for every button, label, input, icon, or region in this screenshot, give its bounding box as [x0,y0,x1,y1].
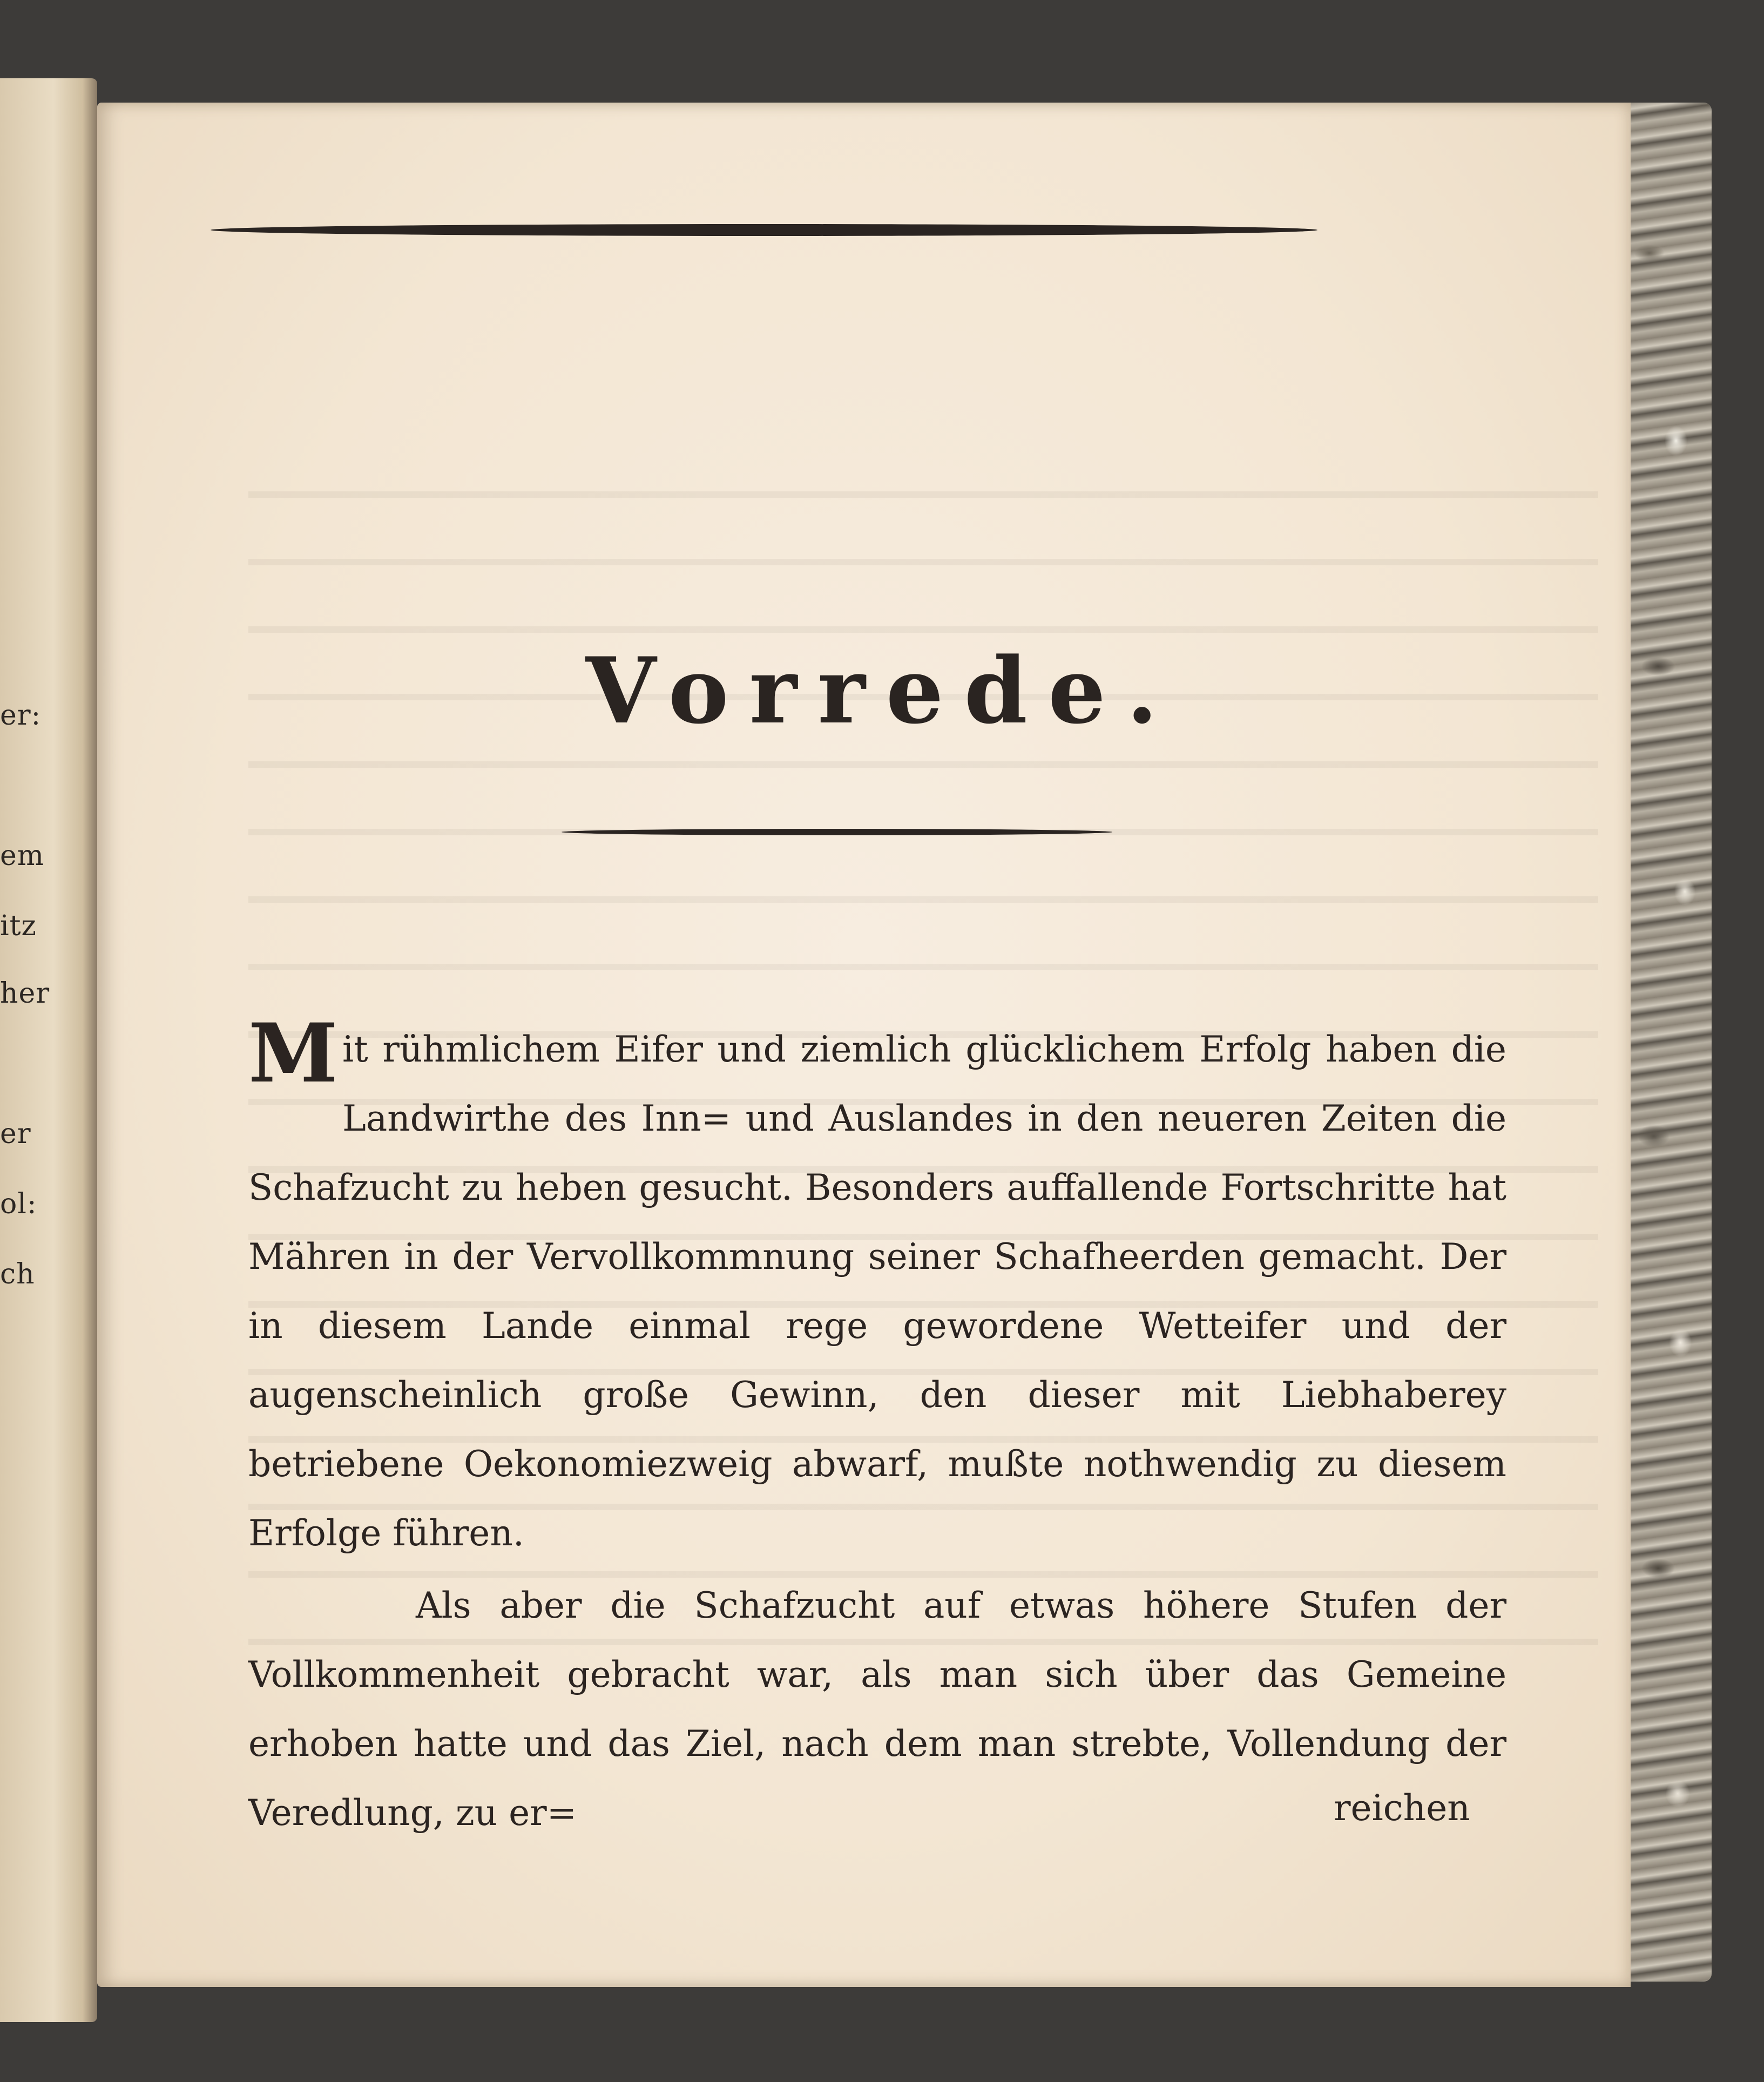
catchword: reichen [1334,1787,1470,1829]
heading-rule [562,829,1112,835]
paragraph-text: Als aber die Schafzucht auf etwas höhere Stufen der Vollkommenheit gebracht war, als man sich über das Gemeine erhoben hatte und das Ziel, nach dem man strebte, Vollendung der Veredlung, zu er= [248,1585,1506,1834]
facing-page-fragment: ch [0,1258,35,1290]
page-heading: Vorrede. [585,637,1179,744]
facing-page-fragment: er: [0,699,42,732]
facing-page-fragment: er [0,1118,31,1150]
facing-page-edge [0,78,97,2022]
paragraph-text: it rühmlichem Eifer und ziemlich glücklichem Erfolg haben die Landwirthe des Inn= und Auslandes in den neueren Zeiten die Schafzucht zu heben gesucht. Besonders auffallende Fortschritte hat Mähren in der Vervollkommnung seiner Schafheerden gemacht. Der in diesem Lande einmal rege gewordene Wetteifer und der augenscheinlich große Gewinn, den dieser mit Liebhaberey betriebene Oekonomiezweig abwarf, mußte nothwendig zu diesem Erfolge führen. [248,1029,1506,1554]
facing-page-fragment: her [0,977,50,1010]
top-rule [211,224,1317,236]
paragraph [248,1571,1506,1848]
facing-page-fragment: itz [0,910,37,942]
drop-cap: M [248,1006,339,1101]
facing-page-fragment: em [0,840,45,872]
marbled-book-edge [1623,103,1712,1982]
paragraph [248,1006,1506,1568]
facing-page-fragment: ol: [0,1188,37,1220]
